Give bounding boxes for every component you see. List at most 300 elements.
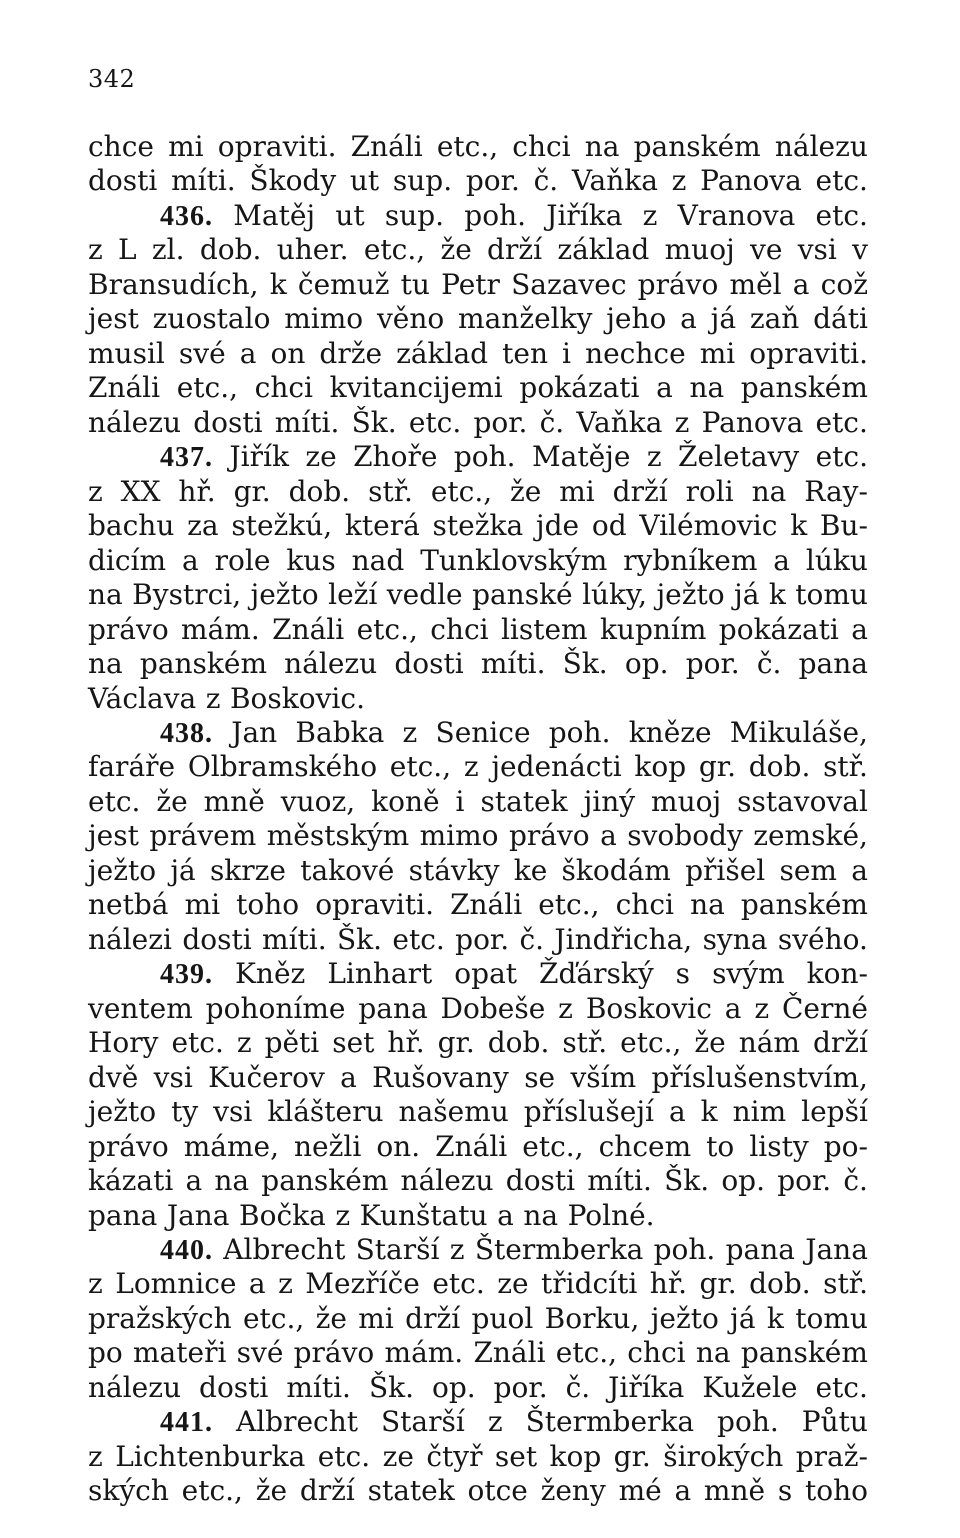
line-word: Šk.: [336, 922, 383, 956]
text-line: [88, 1440, 868, 1474]
line-word: a: [680, 302, 697, 336]
line-word: z: [754, 991, 770, 1025]
line-word: chcem: [598, 1129, 692, 1163]
line-word: a: [851, 612, 868, 646]
line-word: své: [178, 336, 226, 370]
line-word: kon-: [806, 957, 868, 991]
line-word: z: [205, 681, 221, 715]
line-word: Vaňka: [576, 405, 663, 439]
line-word: z: [88, 233, 103, 267]
line-word: dicím: [88, 543, 167, 577]
line-word: Rušovany: [372, 1060, 509, 1094]
line-word: panské: [472, 578, 573, 612]
line-word: přišel: [685, 853, 766, 887]
line-word: z: [88, 474, 103, 508]
line-word: Vilémovic: [639, 509, 778, 543]
line-word: mně: [703, 1474, 766, 1508]
line-word: z: [463, 750, 479, 784]
line-word: chci: [430, 612, 489, 646]
line-word: třidcíti: [540, 1267, 638, 1301]
line-word: mimo: [284, 302, 364, 336]
line-word: etc.,: [181, 1474, 243, 1508]
text-line: [88, 992, 868, 1026]
text-line: [88, 233, 868, 267]
line-word: Václava: [88, 681, 197, 715]
line-word: pana: [88, 1198, 158, 1232]
line-word: z: [88, 1267, 103, 1301]
text-line: [88, 578, 868, 612]
line-word: a: [674, 1474, 692, 1508]
line-word: dosti: [199, 1370, 269, 1404]
line-word: č.: [843, 1164, 868, 1198]
text-line: [88, 268, 868, 302]
text-line: [88, 475, 868, 509]
line-word: Jiříka: [546, 198, 623, 232]
line-word: Jiříka: [608, 1370, 685, 1404]
line-word: kop: [549, 1439, 602, 1473]
text-line: [88, 647, 868, 681]
line-word: nálezu: [88, 405, 182, 439]
line-word: Kněz: [235, 957, 306, 991]
line-word: drží: [812, 1026, 868, 1060]
line-word: kop: [634, 750, 687, 784]
line-word: Tunklovským: [420, 543, 608, 577]
line-word: dob.: [749, 1267, 811, 1301]
line-word: Kunštatu: [359, 1198, 488, 1232]
line-word: zaň: [749, 302, 800, 336]
line-word: ze: [382, 1439, 414, 1473]
line-word: příslušejí: [523, 1095, 654, 1129]
line-word: panském: [740, 371, 868, 405]
entry-number: 439.: [160, 959, 213, 991]
text-line: [88, 682, 868, 716]
line-word: poh.: [653, 1233, 716, 1266]
line-word: Jan: [231, 715, 278, 749]
line-word: toho: [236, 888, 300, 922]
line-word: sem: [779, 853, 837, 887]
line-word: Ználi: [435, 1129, 508, 1163]
line-word: Olbramského: [187, 750, 378, 784]
line-word: hř.: [178, 474, 216, 508]
line-word: puol: [471, 1301, 534, 1335]
line-word: právo: [88, 1129, 169, 1163]
line-word: manželky: [458, 302, 593, 336]
line-word: Panova: [700, 164, 802, 198]
line-word: etc.,: [389, 750, 452, 784]
line-word: set: [494, 1439, 538, 1473]
line-word: jedenácti: [491, 750, 622, 784]
text-line: [88, 1336, 868, 1370]
line-word: gr.: [233, 474, 271, 508]
entry-number: 441.: [160, 1407, 213, 1439]
line-word: muoj: [651, 784, 722, 818]
line-word: chci: [512, 130, 571, 163]
line-word: s: [777, 1474, 793, 1508]
line-word: nálezi: [88, 922, 172, 956]
line-word: dvě: [88, 1060, 139, 1094]
line-word: a: [668, 1095, 686, 1129]
line-word: stř.: [562, 1026, 608, 1060]
line-word: kněze: [628, 715, 712, 749]
text-line: [88, 1130, 868, 1164]
line-word: ventem: [88, 991, 193, 1025]
line-word: drží: [612, 474, 668, 508]
line-word: od: [591, 509, 627, 543]
line-word: gr.: [613, 1439, 651, 1473]
line-word: etc.: [408, 405, 462, 439]
line-word: Šk.: [368, 1370, 414, 1404]
line-word: a: [656, 371, 673, 405]
line-word: svobody: [627, 819, 743, 853]
line-word: etc.,: [522, 1129, 584, 1163]
line-word: já: [730, 1301, 756, 1335]
line-word: na: [88, 647, 123, 681]
line-word: svého.: [777, 922, 868, 956]
line-word: pana: [798, 647, 868, 681]
line-word: hř.: [387, 1026, 425, 1060]
line-word: Sazavec: [511, 267, 627, 301]
line-word: a: [182, 543, 199, 577]
line-word: po: [88, 1336, 123, 1370]
line-word: etc.,: [436, 130, 499, 163]
line-word: nálezu: [400, 1164, 494, 1198]
entry-number: 436.: [160, 200, 213, 232]
line-word: ut: [349, 164, 380, 198]
text-line: [88, 544, 868, 578]
line-word: z: [335, 1198, 351, 1232]
line-word: Šk.: [351, 405, 397, 439]
line-word: role: [214, 543, 271, 577]
line-word: etc.,: [620, 1026, 682, 1060]
line-word: Petr: [441, 267, 500, 301]
line-word: ve: [750, 233, 783, 267]
line-word: ježto: [250, 578, 319, 612]
line-word: z: [674, 405, 690, 439]
line-word: z: [487, 1405, 503, 1439]
line-word: por.: [493, 1370, 548, 1404]
text-line: [88, 130, 868, 164]
line-word: v: [852, 233, 868, 267]
line-word: Jana: [166, 1198, 230, 1232]
text-line: [88, 819, 868, 853]
line-word: pěti: [264, 1026, 320, 1060]
line-word: z: [278, 1267, 293, 1301]
line-word: Mikuláše,: [729, 715, 868, 749]
text-line: [88, 1302, 868, 1336]
line-word: opraviti.: [749, 336, 868, 370]
line-word: opraviti.: [217, 130, 337, 163]
line-word: etc.,: [356, 612, 418, 646]
line-word: etc.,: [242, 1301, 305, 1335]
entry-number: 440.: [160, 1235, 213, 1266]
line-word: op.: [624, 647, 669, 681]
line-word: na: [214, 1164, 250, 1198]
line-word: a: [340, 1060, 357, 1094]
text-line: [88, 302, 868, 336]
line-word: XX: [120, 474, 161, 508]
text-line: [88, 1474, 868, 1508]
line-word: mateři: [133, 1336, 227, 1370]
line-word: musil: [88, 336, 165, 370]
line-word: dob.: [487, 1026, 550, 1060]
entry-number: 437.: [160, 442, 213, 474]
line-word: Bystrci,: [132, 578, 242, 612]
line-word: panském: [139, 647, 267, 681]
line-word: a: [773, 543, 790, 577]
line-word: ze: [305, 440, 337, 474]
line-word: stávky: [408, 853, 500, 887]
line-word: nálezu: [774, 130, 868, 163]
line-word: na: [523, 1198, 559, 1232]
line-word: dosti: [193, 405, 263, 439]
line-word: Lichtenburka: [115, 1439, 306, 1473]
line-word: pokázati: [718, 612, 839, 646]
line-word: míti.: [274, 405, 340, 439]
line-word: věno: [376, 302, 445, 336]
line-word: Lomnice: [115, 1267, 237, 1301]
line-word: míti.: [262, 922, 327, 956]
line-word: Bu-: [819, 509, 868, 543]
line-word: drže: [319, 336, 383, 370]
line-word: z: [236, 1026, 252, 1060]
line-word: dob.: [288, 474, 351, 508]
line-word: Bransudích,: [88, 267, 259, 301]
line-word: na: [690, 888, 725, 922]
line-word: mám.: [181, 612, 260, 646]
line-word: č.: [756, 647, 782, 681]
line-word: sup.: [392, 164, 453, 198]
line-word: Žďárský: [539, 957, 654, 991]
line-word: etc.: [815, 440, 868, 474]
line-word: kázati: [88, 1164, 174, 1198]
line-word: Ray-: [804, 474, 868, 508]
line-word: on: [270, 336, 306, 370]
line-word: roli: [685, 474, 734, 508]
line-word: Matěje: [531, 440, 631, 474]
line-word: za: [187, 509, 219, 543]
line-word: chce: [88, 130, 154, 163]
line-word: stežka: [432, 509, 524, 543]
line-word: on.: [376, 1129, 421, 1163]
line-word: Vranova: [677, 198, 796, 232]
line-word: a: [792, 267, 810, 301]
line-word: jiný: [583, 784, 636, 818]
text-line: [88, 1371, 868, 1405]
line-word: zemské,: [753, 819, 868, 853]
text-line: [88, 164, 868, 198]
line-word: poh.: [464, 198, 526, 232]
line-word: nám: [738, 1026, 800, 1060]
line-word: faráře: [88, 750, 176, 784]
line-word: č.: [539, 405, 565, 439]
line-word: lepší: [801, 1095, 868, 1129]
line-word: právo: [88, 612, 169, 646]
line-word: tu: [400, 267, 430, 301]
line-word: drží: [405, 1301, 461, 1335]
line-word: já: [734, 578, 760, 612]
line-word: set: [332, 1026, 375, 1060]
line-word: L: [118, 233, 137, 267]
line-word: z: [646, 440, 662, 474]
line-word: statek: [480, 784, 568, 818]
line-word: právem: [149, 819, 257, 853]
entry-first-line: [88, 1405, 868, 1439]
line-word: z: [402, 715, 418, 749]
line-word: Matěj: [233, 198, 316, 232]
line-word: já: [170, 853, 196, 887]
line-word: měl: [729, 267, 782, 301]
line-word: Ználi: [350, 130, 423, 163]
line-word: Ználi: [473, 1336, 546, 1370]
line-word: se: [524, 1060, 556, 1094]
line-word: poh.: [453, 440, 516, 474]
line-word: i: [562, 336, 572, 370]
line-word: praž-: [795, 1439, 868, 1473]
line-word: Škody: [249, 164, 337, 198]
line-word: Ználi: [272, 612, 345, 646]
line-word: jeho: [606, 302, 667, 336]
text-line: [88, 1267, 868, 1301]
line-word: k: [269, 267, 287, 301]
line-word: k: [766, 1301, 784, 1335]
line-word: č.: [519, 922, 545, 956]
line-word: a: [239, 336, 257, 370]
line-word: nálezu: [284, 647, 378, 681]
line-word: panském: [740, 1336, 868, 1370]
text-line: [88, 923, 868, 957]
line-word: na: [584, 130, 620, 163]
line-word: mi: [184, 888, 221, 922]
line-word: míti.: [171, 164, 236, 198]
line-word: na: [689, 371, 725, 405]
line-word: že: [440, 233, 472, 267]
line-word: nežli: [294, 1129, 362, 1163]
line-word: nálezu: [88, 1370, 182, 1404]
line-word: našemu: [398, 1095, 509, 1129]
line-word: Dobeše: [440, 991, 546, 1025]
text-line: [88, 1164, 868, 1198]
line-word: Polné.: [567, 1198, 655, 1232]
line-word: mé: [618, 1474, 662, 1508]
line-word: etc.,: [363, 233, 426, 267]
line-word: takové: [300, 853, 395, 887]
line-word: že: [315, 1301, 347, 1335]
line-word: ut: [335, 198, 365, 232]
entry-first-line: [88, 199, 868, 233]
line-word: ten: [502, 336, 548, 370]
line-word: Kužele: [702, 1370, 798, 1404]
line-word: to: [706, 1129, 735, 1163]
line-word: a: [185, 1164, 203, 1198]
line-word: gr.: [699, 1267, 737, 1301]
line-word: panském: [740, 888, 868, 922]
line-word: stežkú,: [231, 509, 333, 543]
line-word: por.: [777, 1164, 832, 1198]
line-word: ježto: [650, 1301, 719, 1335]
line-word: por.: [455, 922, 510, 956]
line-word: nad: [351, 543, 405, 577]
page-number: 342: [88, 65, 136, 93]
line-word: tomu: [795, 578, 868, 612]
line-word: míti.: [480, 647, 546, 681]
text-line: [88, 785, 868, 819]
line-word: Šk.: [664, 1164, 710, 1198]
line-word: etc.,: [430, 474, 493, 508]
line-word: por.: [473, 405, 528, 439]
line-word: Ználi: [450, 888, 523, 922]
line-word: vsi: [153, 1060, 193, 1094]
line-word: Panova: [701, 405, 804, 439]
line-word: Mezříče: [305, 1267, 420, 1301]
line-word: příslušenstvím,: [651, 1060, 868, 1094]
body-text: [88, 130, 868, 1509]
line-word: pohoníme: [205, 991, 346, 1025]
line-word: tomu: [795, 1301, 868, 1335]
line-word: etc.: [88, 784, 141, 818]
line-word: a: [497, 1198, 514, 1232]
line-word: pana: [358, 991, 428, 1025]
line-word: vedle: [386, 578, 463, 612]
line-word: chci: [254, 371, 314, 405]
line-word: která: [344, 509, 420, 543]
line-word: širokých: [663, 1439, 784, 1473]
line-word: Hory: [88, 1026, 159, 1060]
text-line: [88, 406, 868, 440]
line-word: Půtu: [801, 1405, 868, 1439]
line-word: etc.: [815, 198, 868, 232]
line-word: gr.: [437, 1026, 475, 1060]
line-word: z: [449, 1233, 465, 1266]
line-word: gr.: [698, 750, 737, 784]
line-word: jde: [535, 509, 580, 543]
line-word: i: [455, 784, 465, 818]
line-word: zuostalo: [152, 302, 271, 336]
line-word: ježto: [88, 1095, 157, 1129]
line-word: kvitancijemi: [329, 371, 503, 405]
line-word: jest: [88, 302, 139, 336]
line-word: k: [700, 1095, 718, 1129]
line-word: základ: [396, 336, 489, 370]
line-word: panském: [633, 130, 761, 163]
line-word: Boskovic.: [229, 681, 365, 715]
line-word: etc.: [317, 1439, 371, 1473]
line-word: statek: [367, 1474, 455, 1508]
line-word: Borku,: [544, 1301, 640, 1335]
line-word: muoj: [664, 233, 735, 267]
line-word: dosti: [394, 647, 464, 681]
line-word: por.: [465, 164, 520, 198]
line-word: bachu: [88, 509, 175, 543]
line-word: čtyř: [426, 1439, 483, 1473]
line-word: mi: [699, 336, 736, 370]
line-word: opraviti.: [315, 888, 434, 922]
line-word: základ: [557, 233, 650, 267]
line-word: č.: [533, 164, 559, 198]
line-word: Starší: [381, 1405, 465, 1439]
line-word: ských: [88, 1474, 169, 1508]
line-word: klášteru: [267, 1095, 384, 1129]
line-word: Boskovic: [585, 991, 712, 1025]
line-word: koně: [371, 784, 440, 818]
line-word: syna: [702, 922, 768, 956]
line-word: Bočka: [239, 1198, 326, 1232]
line-word: Jindřicha,: [554, 922, 693, 956]
line-word: právo: [637, 267, 719, 301]
text-line: [88, 1026, 868, 1060]
line-word: listy: [749, 1129, 809, 1163]
line-word: Šk.: [562, 647, 608, 681]
line-word: Ználi: [88, 371, 161, 405]
